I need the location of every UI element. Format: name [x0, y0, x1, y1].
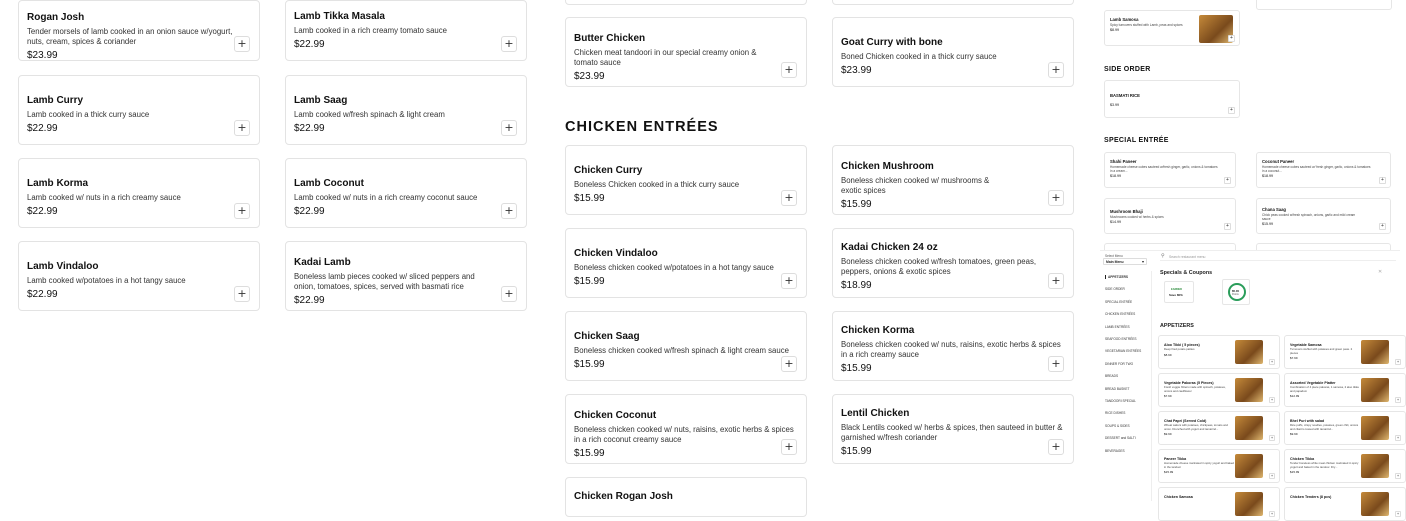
item-name: Kadai Lamb — [294, 257, 351, 268]
item-description: Wheat wafers with potatoes, chickpeas, tomato and onion. Drenched with yogurt and tamarind... — [1164, 423, 1228, 431]
menu-item-card[interactable] — [18, 241, 260, 311]
specials-title: Specials & Coupons — [1160, 270, 1213, 276]
item-description: Spicy turnovers stuffed with Lamb, peas and spices — [1110, 23, 1183, 27]
item-name: Lamb Vindaloo — [27, 261, 99, 272]
item-name: Butter Chicken — [574, 33, 646, 44]
add-to-cart-button[interactable]: + — [1048, 273, 1064, 289]
item-description: Boneless Chicken cooked in a thick curry sauce — [574, 180, 740, 189]
menu-item-card[interactable] — [1284, 373, 1406, 407]
add-to-cart-button[interactable]: + — [1396, 397, 1400, 402]
nav-item[interactable]: SEAFOOD ENTRÉES — [1105, 337, 1137, 341]
nav-item[interactable]: SIDE ORDER — [1105, 287, 1125, 292]
item-price: $23.99 — [27, 50, 58, 61]
menu-item-card[interactable] — [1256, 152, 1391, 188]
add-to-cart-button[interactable]: + — [1396, 359, 1400, 364]
item-description: Boneless chicken cooked w/ nuts, raisins, exotic herbs & spices in a rich coconut creamy sauce — [574, 425, 794, 444]
add-to-cart-button[interactable]: + — [501, 203, 517, 219]
item-description: Homemade cheese cubes sauteed w/fresh ginger, garlic, onions & tomatoes in a cream... — [1110, 165, 1218, 174]
add-to-cart-button[interactable]: + — [234, 120, 250, 136]
item-name: Lamb Samosa — [1110, 17, 1139, 22]
item-name: BASMATI RICE — [1110, 93, 1140, 98]
section-title-side-order: SIDE ORDER — [1104, 66, 1151, 73]
add-to-cart-button[interactable]: + — [234, 203, 250, 219]
menu-item-card[interactable] — [565, 0, 807, 5]
item-name: Kadai Chicken 24 oz — [841, 242, 938, 253]
item-price: $22.99 — [27, 123, 58, 134]
item-description: Mushrooms cooked w/ herbs & spices — [1110, 215, 1164, 219]
menu-item-card[interactable] — [1158, 335, 1280, 369]
item-price: $22.99 — [27, 206, 58, 217]
menu-item-card[interactable] — [1104, 198, 1236, 234]
item-description: Homemade cheese cubes sauteed w/ fresh ginger, garlic, onions & tomatoes in a coconut... — [1262, 165, 1371, 174]
add-to-cart-button[interactable]: + — [1048, 439, 1064, 455]
nav-item[interactable]: SOUPS & SIDES — [1105, 423, 1130, 428]
item-price: $23.99 — [841, 65, 872, 76]
points-amount: $5.00 — [1232, 289, 1239, 293]
item-description: Boneless chicken cooked w/ mushrooms & exotic spices — [841, 176, 990, 195]
section-title-special-entree: SPECIAL ENTRÉE — [1104, 137, 1169, 144]
menu-item-card[interactable] — [832, 17, 1074, 87]
item-name: Vegetable Samosa — [1290, 343, 1322, 347]
menu-item-card[interactable] — [832, 228, 1074, 298]
item-price: $18.99 — [841, 280, 872, 291]
item-description: Turnovers stuffed with potatoes and green peas. 2 pieces — [1290, 347, 1353, 355]
add-to-cart-button[interactable]: + — [1270, 511, 1274, 516]
menu-item-card[interactable] — [285, 0, 527, 61]
search-placeholder: Search restaurant menu — [1169, 255, 1206, 259]
menu-item-card[interactable] — [832, 145, 1074, 215]
add-to-cart-button[interactable]: + — [1224, 177, 1231, 184]
item-price: $22.99 — [27, 289, 58, 300]
item-price: $15.99 — [574, 448, 605, 459]
add-to-cart-button[interactable]: + — [1048, 190, 1064, 206]
add-to-cart-button[interactable]: + — [781, 190, 797, 206]
food-image — [1361, 340, 1389, 364]
item-price: $18.99 — [1110, 174, 1121, 179]
coupon-save: Save 80% — [1169, 293, 1183, 297]
item-description: Lamb cooked w/potatoes in a hot tangy sauce — [27, 276, 186, 285]
category-nav — [1102, 271, 1152, 501]
add-to-cart-button[interactable]: + — [1224, 223, 1231, 230]
item-name: Rogan Josh — [27, 12, 85, 23]
food-image — [1235, 454, 1263, 478]
item-name: Chicken Tikka — [1290, 457, 1315, 461]
item-price: $22.99 — [294, 123, 325, 134]
nav-item[interactable]: VEGETARIAN ENTRÉES — [1105, 349, 1142, 354]
food-image — [1361, 454, 1389, 478]
menu-item-card[interactable] — [565, 394, 807, 464]
menu-item-card[interactable] — [18, 75, 260, 145]
add-to-cart-button[interactable]: + — [234, 36, 250, 52]
item-description: Boneless lamb pieces cooked w/ sliced peppers and onion, tomatoes, spices, served with basmati rice — [294, 272, 475, 291]
item-price: $15.99 — [574, 359, 605, 370]
menu-item-card[interactable] — [1284, 411, 1406, 445]
add-to-cart-button[interactable]: + — [781, 439, 797, 455]
item-name: Lamb Coconut — [294, 178, 364, 189]
food-image — [1361, 378, 1389, 402]
item-name: Lamb Korma — [27, 178, 89, 189]
select-menu-dropdown[interactable] — [1103, 258, 1147, 265]
item-name: Chat Papri (Served Cold) — [1164, 419, 1207, 423]
item-price: $9.99 — [1164, 432, 1172, 437]
item-description: Lamb cooked in a rich creamy tomato sauce — [294, 26, 447, 35]
menu-item-card[interactable] — [18, 158, 260, 228]
add-to-cart-button[interactable]: + — [1270, 435, 1274, 440]
add-to-cart-button[interactable]: + — [1048, 62, 1064, 78]
item-name: Chicken Samosa — [1164, 495, 1193, 499]
item-name: Goat Curry with bone — [841, 37, 943, 48]
add-to-cart-button[interactable]: + — [1396, 435, 1400, 440]
item-price: $3.99 — [1110, 103, 1119, 107]
item-name: Bhel Puri with salad — [1290, 419, 1325, 423]
chevron-down-icon: ▾ — [1141, 259, 1144, 264]
item-name: Lamb Tikka Masala — [294, 11, 385, 22]
add-to-cart-button[interactable]: + — [781, 273, 797, 289]
search-input[interactable] — [1160, 253, 1396, 261]
search-icon: ⚲ — [1161, 253, 1165, 259]
item-description: Boneless chicken cooked w/ nuts, raisins, exotic herbs & spices in a rich creamy sauce — [841, 340, 1061, 359]
add-to-cart-button[interactable]: + — [1228, 35, 1235, 42]
item-price: $9.99 — [1290, 432, 1298, 437]
item-price: $8.99 — [1110, 28, 1119, 33]
add-to-cart-button[interactable]: + — [781, 62, 797, 78]
item-price: $22.99 — [294, 206, 325, 217]
item-description: Chick peas cooked w/fresh spinach, onions, garlic and mild cream sauce — [1262, 213, 1356, 222]
item-price: $15.99 — [841, 199, 872, 210]
item-price: $15.99 — [841, 446, 872, 457]
add-to-cart-button[interactable]: + — [1270, 473, 1274, 478]
nav-item[interactable]: TANDOORI SPECIAL — [1105, 399, 1136, 403]
menu-item-card[interactable] — [565, 145, 807, 215]
menu-item-card[interactable] — [1158, 487, 1280, 521]
item-name: Chicken Vindaloo — [574, 248, 658, 259]
add-to-cart-button[interactable]: + — [1228, 107, 1235, 114]
item-description: Boneless chicken cooked w/potatoes in a hot tangy sauce — [574, 263, 774, 272]
item-description: Tender boneless white meat chicken marinated in spicy yogurt and baked in the tandoor. Dry... — [1290, 461, 1359, 469]
nav-item[interactable]: BREADS — [1105, 374, 1119, 379]
close-icon[interactable]: ✕ — [1378, 269, 1383, 275]
menu-item-card[interactable] — [565, 228, 807, 298]
item-description: Boned Chicken cooked in a thick curry sauce — [841, 52, 997, 61]
item-name: Chicken Curry — [574, 165, 643, 176]
nav-item[interactable]: BEVERAGES — [1105, 448, 1125, 453]
item-price: $12.99 — [1290, 394, 1300, 399]
item-name: Assorted Vegetable Platter — [1290, 381, 1336, 385]
menu-item-card[interactable] — [1284, 449, 1406, 483]
item-name: Chicken Saag — [574, 331, 640, 342]
menu-item-card[interactable] — [1256, 198, 1391, 234]
menu-item-card[interactable] — [1104, 10, 1240, 46]
embedded-page-preview — [1100, 250, 1400, 516]
nav-item[interactable]: LAMB ENTRÉES — [1105, 324, 1130, 329]
menu-item-card[interactable] — [832, 394, 1074, 464]
add-to-cart-button[interactable]: + — [1396, 473, 1400, 478]
item-description: Tender morsels of lamb cooked in an onion sauce w/yogurt, nuts, cream, spices & coriander — [27, 27, 233, 46]
menu-item-card[interactable] — [1104, 152, 1236, 188]
menu-item-card[interactable] — [1158, 449, 1280, 483]
add-to-cart-button[interactable]: + — [1270, 359, 1274, 364]
item-name: Paneer Tikka — [1164, 457, 1187, 461]
food-image — [1235, 340, 1263, 364]
menu-item-card[interactable] — [832, 0, 1074, 5]
add-to-cart-button[interactable]: + — [1048, 356, 1064, 372]
add-to-cart-button[interactable]: + — [501, 120, 517, 136]
item-name: Vegetable Pakoras (5 Pieces) — [1164, 381, 1214, 385]
item-description: Boneless chicken cooked w/fresh tomatoes, green peas, peppers, onions & exotic spices — [841, 257, 1037, 276]
item-price: $15.99 — [574, 193, 605, 204]
item-description: Rice puffs, crispy noodles, potatoes, green chili, onions and cilantro tossed with tamarind... — [1290, 423, 1359, 431]
item-description: Black Lentils cooked w/ herbs & spices, then sauteed in butter & garnished w/fresh coriander — [841, 423, 1063, 442]
item-name: Lamb Curry — [27, 95, 84, 106]
item-description: Lamb cooked w/ nuts in a rich creamy coconut sauce — [294, 193, 478, 202]
coupon-earned: EARNED — [1171, 288, 1182, 291]
item-name: Shahi Paneer — [1110, 159, 1137, 164]
item-description: Lamb cooked w/ nuts in a rich creamy sauce — [27, 193, 181, 202]
menu-item-card[interactable] — [18, 0, 260, 61]
item-price: $15.99 — [574, 276, 605, 287]
item-name: Chicken Rogan Josh — [574, 491, 673, 502]
item-description: Lamb cooked w/fresh spinach & light cream — [294, 110, 445, 119]
menu-item-card[interactable] — [565, 477, 807, 517]
item-price: $14.99 — [1110, 220, 1121, 225]
select-menu-label: Select Menu — [1105, 254, 1123, 258]
menu-item-card[interactable] — [1284, 487, 1406, 521]
item-price: $23.99 — [574, 71, 605, 82]
item-name: Aloo Tikki ( 5 pieces) — [1164, 343, 1200, 347]
item-name: Chana Saag — [1262, 207, 1286, 212]
item-name: Lamb Saag — [294, 95, 348, 106]
menu-item-card[interactable] — [565, 311, 807, 381]
food-image — [1361, 416, 1389, 440]
menu-item-card[interactable] — [1256, 0, 1392, 10]
item-name: Lentil Chicken — [841, 408, 910, 419]
item-price: $8.99 — [1164, 352, 1172, 357]
menu-item-card[interactable] — [1284, 335, 1406, 369]
item-name: Chicken Coconut — [574, 410, 657, 421]
add-to-cart-button[interactable]: + — [781, 356, 797, 372]
add-to-cart-button[interactable]: + — [1379, 223, 1386, 230]
item-name: Chicken Korma — [841, 325, 915, 336]
points-card[interactable] — [1222, 279, 1250, 305]
nav-item[interactable]: APPETIZERS — [1105, 275, 1128, 279]
item-price: $7.99 — [1164, 394, 1172, 399]
item-price: $22.99 — [294, 295, 325, 306]
item-price: $15.99 — [841, 363, 872, 374]
section-title-chicken-entrees: CHICKEN ENTRÉES — [565, 119, 719, 135]
item-name: Chicken Mushroom — [841, 161, 934, 172]
appetizers-title: APPETIZERS — [1160, 323, 1194, 329]
nav-item[interactable]: BREAD BASKET — [1105, 386, 1130, 391]
add-to-cart-button[interactable]: + — [1270, 397, 1274, 402]
menu-item-card[interactable] — [285, 75, 527, 145]
nav-item[interactable]: CHICKEN ENTRÉES — [1105, 312, 1136, 317]
add-to-cart-button[interactable]: + — [501, 36, 517, 52]
food-image — [1235, 492, 1263, 516]
item-description: Fresh veggie fritters made with spinach, potatoes, onions and cauliflower — [1164, 385, 1226, 393]
coupon-card[interactable] — [1164, 281, 1194, 303]
menu-item-card[interactable] — [565, 17, 807, 87]
item-description: Chicken meat tandoori in our special creamy onion & tomato sauce — [574, 48, 757, 67]
menu-item-card[interactable] — [1158, 373, 1280, 407]
item-name: Mushroom Bhaji — [1110, 209, 1143, 214]
menu-item-card[interactable] — [1104, 80, 1240, 118]
item-price: $15.99 — [1290, 470, 1300, 475]
item-description: Deep fried potato patties — [1164, 347, 1195, 351]
food-image — [1235, 416, 1263, 440]
item-name: Chicken Tenders (8 pcs) — [1290, 495, 1332, 499]
item-name: Coconut Paneer — [1262, 159, 1295, 164]
add-to-cart-button[interactable]: + — [1396, 511, 1400, 516]
item-price: $7.99 — [1290, 356, 1298, 361]
add-to-cart-button[interactable]: + — [1379, 177, 1386, 184]
nav-item[interactable]: RICE DISHES — [1105, 411, 1126, 416]
item-description: Lamb cooked in a thick curry sauce — [27, 110, 150, 119]
nav-item[interactable]: DESSERT and SALTI — [1105, 436, 1136, 441]
item-description: Homemade cheese marinated in spicy yogurt and baked in the tandoor — [1164, 461, 1234, 469]
points-label: Points — [1232, 293, 1239, 296]
food-image — [1361, 492, 1389, 516]
item-price: $15.99 — [1262, 222, 1273, 227]
menu-item-card[interactable] — [832, 311, 1074, 381]
item-description: Boneless chicken cooked w/fresh spinach & light cream sauce — [574, 346, 789, 355]
add-to-cart-button[interactable]: + — [501, 286, 517, 302]
nav-item[interactable]: DINNER FOR TWO — [1105, 361, 1134, 366]
item-description: Combination of 4 piece pakoras, 1 samosa, 2 aloo tikka and papadum — [1290, 385, 1359, 393]
menu-item-card[interactable] — [285, 241, 527, 311]
item-price: $18.99 — [1262, 174, 1273, 179]
menu-item-card[interactable] — [1158, 411, 1280, 445]
item-price: $22.99 — [294, 39, 325, 50]
menu-item-card[interactable] — [285, 158, 527, 228]
food-image — [1235, 378, 1263, 402]
nav-item[interactable]: SPECIAL ENTRÉE — [1105, 299, 1133, 304]
select-menu-value: Main Menu — [1106, 260, 1124, 264]
item-price: $15.99 — [1164, 470, 1174, 475]
add-to-cart-button[interactable]: + — [234, 286, 250, 302]
